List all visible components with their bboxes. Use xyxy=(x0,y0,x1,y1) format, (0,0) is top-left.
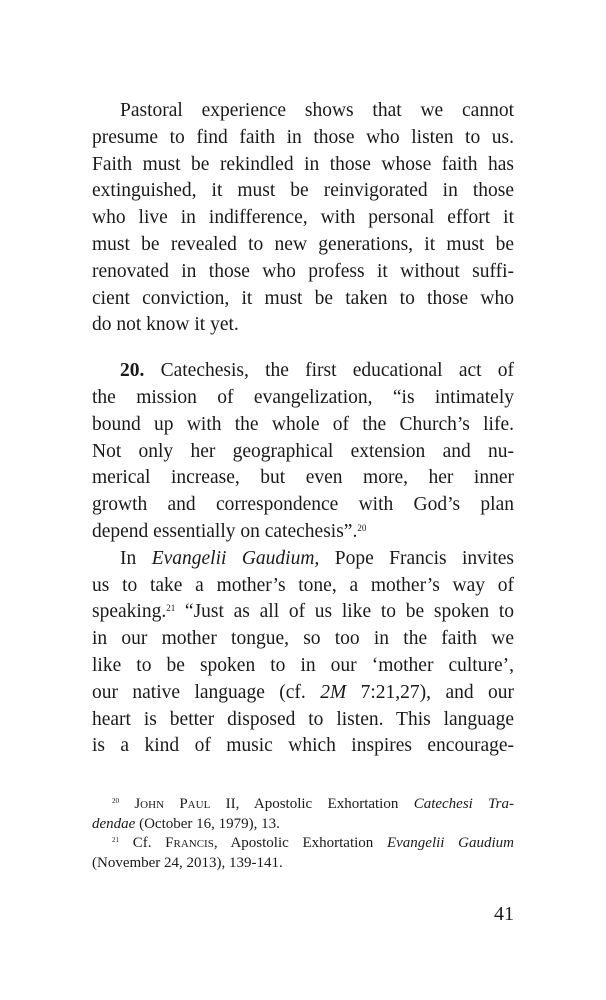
footnote-reference: 21 xyxy=(166,603,176,614)
text-line xyxy=(92,286,514,313)
text-line xyxy=(92,492,514,519)
text-segment: merical increase, but even more, her inner xyxy=(92,467,514,489)
text-line xyxy=(92,707,514,734)
text-segment: John Paul xyxy=(134,796,211,812)
page-number: 41 xyxy=(494,903,514,925)
footnote-reference: 20 xyxy=(357,522,367,533)
text-segment: Catechesi Tra- xyxy=(413,796,514,812)
text-line xyxy=(92,232,514,259)
text-line xyxy=(92,626,514,653)
text-line xyxy=(92,854,514,874)
text-line xyxy=(92,259,514,286)
text-segment: II, Apostolic Exhortation xyxy=(210,796,414,812)
text-line xyxy=(92,465,514,492)
text-line xyxy=(92,573,514,600)
text-segment: is a kind of music which inspires encourage- xyxy=(92,735,514,757)
text-segment: Not only her geographical extension and nu- xyxy=(92,440,514,462)
text-segment: depend essentially on catechesis”. xyxy=(92,520,358,542)
text-segment: dendae xyxy=(92,815,136,832)
text-segment: Evangelii Gaudium xyxy=(386,835,514,851)
text-line xyxy=(92,439,514,466)
paragraph-number: 20. xyxy=(120,360,145,382)
text-segment: like to be spoken to in our ‘mother culture’, xyxy=(92,654,514,676)
text-segment: Evangelii Gaudium, xyxy=(151,547,320,569)
text-segment: Cf. xyxy=(119,835,166,851)
text-segment: Pope Francis invites xyxy=(319,547,514,569)
text-line xyxy=(92,358,514,385)
text-segment: Francis xyxy=(165,835,214,851)
text-line xyxy=(92,733,514,760)
text-segment: presume to find faith in those who listen to us. xyxy=(92,126,514,148)
body-text xyxy=(92,98,514,760)
text-line xyxy=(92,312,514,339)
text-line xyxy=(92,152,514,179)
text-segment: the mission of evangelization, “is intimately xyxy=(92,386,514,408)
text-segment: us to take a mother’s tone, a mother’s way of xyxy=(92,574,514,596)
text-segment: cient conviction, it must be taken to those who xyxy=(92,287,514,309)
text-segment: “Just as all of us like to be spoken to xyxy=(175,601,514,623)
text-segment: do not know it yet. xyxy=(92,314,239,336)
text-segment: in our mother tongue, so too in the faith we xyxy=(92,628,514,650)
text-segment: (October 16, 1979), 13. xyxy=(135,815,280,832)
text-line xyxy=(92,795,514,815)
text-segment: bound up with the whole of the Church’s life. xyxy=(92,413,514,435)
text-segment: renovated in those who profess it without suffi- xyxy=(92,260,514,282)
text-segment: extinguished, it must be reinvigorated in those xyxy=(92,180,514,202)
text-segment: , Apostolic Exhortation xyxy=(213,835,387,851)
text-line xyxy=(92,205,514,232)
footnote xyxy=(92,795,514,834)
text-segment: growth and correspondence with God’s plan xyxy=(92,494,514,516)
footnote-reference: 20 xyxy=(112,797,119,805)
text-segment: Catechesis, the first educational act of xyxy=(144,360,514,382)
text-segment: 7:21,27), and our xyxy=(346,681,514,703)
text-segment: In xyxy=(120,547,152,569)
text-segment: speaking. xyxy=(92,601,167,623)
text-segment: our native language (cf. xyxy=(92,681,321,703)
text-line xyxy=(92,653,514,680)
paragraph xyxy=(92,358,514,546)
footnote-reference: 21 xyxy=(112,836,119,844)
text-line xyxy=(92,98,514,125)
text-segment: must be revealed to new generations, it must be xyxy=(92,233,514,255)
text-segment: heart is better disposed to listen. This language xyxy=(92,708,514,730)
text-segment: 2M xyxy=(320,681,347,703)
text-line xyxy=(92,815,514,835)
text-line xyxy=(92,178,514,205)
text-line xyxy=(92,834,514,854)
text-line xyxy=(92,546,514,573)
text-line xyxy=(92,519,514,546)
text-line xyxy=(92,125,514,152)
text-segment: Pastoral experience shows that we cannot xyxy=(120,100,514,121)
text-line xyxy=(92,680,514,707)
text-line xyxy=(92,599,514,626)
text-line xyxy=(92,412,514,439)
text-segment: Faith must be rekindled in those whose faith has xyxy=(92,153,514,175)
paragraph xyxy=(92,546,514,760)
footnotes xyxy=(92,795,514,873)
text-segment xyxy=(119,796,134,812)
text-line xyxy=(92,385,514,412)
text-segment: (November 24, 2013), 139-141. xyxy=(92,854,283,871)
footnote xyxy=(92,834,514,873)
paragraph xyxy=(92,98,514,339)
text-segment: who live in indifference, with personal effort it xyxy=(92,207,514,229)
